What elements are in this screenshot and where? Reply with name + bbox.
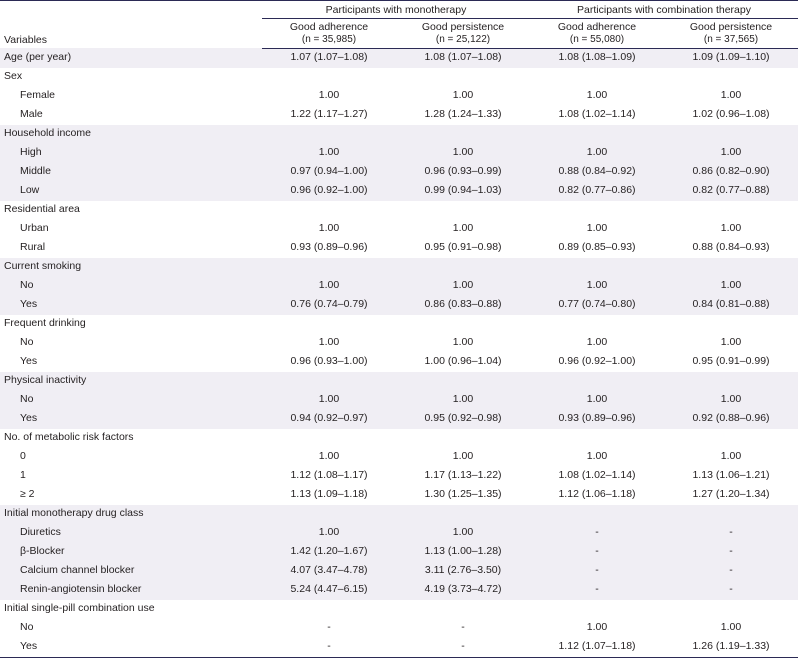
row-value: - bbox=[461, 621, 465, 634]
row-value: 1.00 bbox=[396, 524, 530, 543]
row-value bbox=[262, 600, 396, 619]
row-value bbox=[530, 201, 664, 220]
header-group-monotherapy: Participants with monotherapy bbox=[262, 1, 530, 19]
row-value: 1.00 bbox=[452, 336, 474, 349]
row-label: Age (per year) bbox=[0, 48, 262, 68]
table-row bbox=[0, 277, 798, 296]
row-value: 0.76 (0.74–0.79) bbox=[262, 296, 396, 315]
row-value: 1.00 bbox=[664, 144, 798, 163]
row-value bbox=[396, 201, 530, 220]
row-value bbox=[530, 372, 664, 391]
table-row bbox=[0, 372, 798, 391]
row-value: - bbox=[664, 562, 798, 581]
row-value: 1.00 bbox=[452, 450, 474, 463]
header-sub-label: Good adherence bbox=[557, 21, 637, 33]
row-value bbox=[262, 429, 396, 448]
row-sublabel: Yes bbox=[0, 296, 262, 315]
row-value bbox=[530, 429, 664, 448]
row-value bbox=[396, 315, 530, 334]
table-row bbox=[0, 448, 798, 467]
row-value bbox=[664, 258, 798, 277]
row-value: 0.93 (0.89–0.96) bbox=[290, 241, 368, 254]
row-sublabel: 0 bbox=[20, 450, 26, 463]
row-value: 4.19 (3.73–4.72) bbox=[396, 581, 530, 600]
row-value: 1.27 (1.20–1.34) bbox=[692, 488, 770, 501]
row-value bbox=[530, 600, 664, 619]
row-value: 0.88 (0.84–0.92) bbox=[530, 163, 664, 182]
row-value: 1.07 (1.07–1.08) bbox=[262, 48, 396, 68]
row-value: 1.12 (1.06–1.18) bbox=[558, 488, 636, 501]
row-value: 1.00 bbox=[318, 89, 340, 102]
row-value: 0.84 (0.81–0.88) bbox=[664, 296, 798, 315]
row-sublabel: No bbox=[20, 336, 34, 349]
row-value: - bbox=[327, 640, 331, 653]
row-value: 1.00 bbox=[318, 336, 340, 349]
row-value: 1.08 (1.07–1.08) bbox=[396, 48, 530, 68]
table-row bbox=[0, 391, 798, 410]
row-value: 1.00 bbox=[530, 144, 664, 163]
row-value: 1.30 (1.25–1.35) bbox=[424, 488, 502, 501]
row-sublabel: Yes bbox=[20, 355, 38, 368]
row-value: 0.82 (0.77–0.88) bbox=[664, 182, 798, 201]
header-sub-n: (n = 37,565) bbox=[703, 34, 759, 46]
row-value: 1.08 (1.08–1.09) bbox=[530, 48, 664, 68]
row-value: 1.00 bbox=[318, 450, 340, 463]
row-value: 0.96 (0.93–0.99) bbox=[396, 163, 530, 182]
row-label: Current smoking bbox=[0, 258, 262, 277]
table-row bbox=[0, 296, 798, 315]
row-value bbox=[530, 258, 664, 277]
header-sub-n: (n = 25,122) bbox=[435, 34, 491, 46]
table-row bbox=[0, 505, 798, 524]
row-value: - bbox=[327, 621, 331, 634]
row-value: - bbox=[664, 543, 798, 562]
row-label: Sex bbox=[4, 70, 23, 83]
row-value bbox=[262, 505, 396, 524]
table-row bbox=[0, 638, 798, 657]
row-label: Initial single-pill combination use bbox=[4, 602, 155, 615]
row-value: - bbox=[530, 524, 664, 543]
row-value: 0.89 (0.85–0.93) bbox=[558, 241, 636, 254]
row-value: 1.00 bbox=[586, 336, 608, 349]
row-value bbox=[530, 315, 664, 334]
row-value: 0.95 (0.91–0.99) bbox=[692, 355, 770, 368]
table-row bbox=[0, 220, 798, 239]
header-sub-comb-persistence bbox=[664, 19, 798, 49]
table-row bbox=[0, 68, 798, 87]
row-label: Physical inactivity bbox=[0, 372, 262, 391]
row-value: 1.00 bbox=[452, 222, 474, 235]
row-value: 1.08 (1.02–1.14) bbox=[558, 108, 636, 121]
table-footer bbox=[0, 657, 798, 658]
row-value: 0.77 (0.74–0.80) bbox=[530, 296, 664, 315]
table-row bbox=[0, 543, 798, 562]
header-sub-label: Good persistence bbox=[689, 21, 773, 33]
table-row bbox=[0, 353, 798, 372]
row-value: 4.07 (3.47–4.78) bbox=[262, 562, 396, 581]
row-value bbox=[664, 505, 798, 524]
row-value: 1.00 bbox=[262, 391, 396, 410]
row-value: 1.00 bbox=[720, 222, 742, 235]
row-value: 1.00 bbox=[720, 621, 742, 634]
row-value bbox=[262, 315, 396, 334]
row-sublabel: Middle bbox=[0, 163, 262, 182]
table-row bbox=[0, 163, 798, 182]
row-value: 3.11 (2.76–3.50) bbox=[396, 562, 530, 581]
row-value: 1.22 (1.17–1.27) bbox=[290, 108, 368, 121]
row-value bbox=[530, 505, 664, 524]
table-row bbox=[0, 581, 798, 600]
row-value: - bbox=[530, 562, 664, 581]
header-sub-label: Good adherence bbox=[289, 21, 369, 33]
header-sub-comb-adherence bbox=[530, 19, 664, 49]
row-value: 1.00 bbox=[720, 336, 742, 349]
table-row bbox=[0, 258, 798, 277]
table-row bbox=[0, 429, 798, 448]
table-row bbox=[0, 334, 798, 353]
row-label: Household income bbox=[0, 125, 262, 144]
table-row bbox=[0, 201, 798, 220]
row-value: 1.00 bbox=[262, 144, 396, 163]
row-value: 0.86 (0.83–0.88) bbox=[396, 296, 530, 315]
table-row bbox=[0, 562, 798, 581]
row-value bbox=[664, 68, 798, 87]
row-value: 1.00 bbox=[530, 391, 664, 410]
row-value: 0.93 (0.89–0.96) bbox=[530, 410, 664, 429]
row-value bbox=[262, 258, 396, 277]
row-sublabel: Diuretics bbox=[0, 524, 262, 543]
table-row bbox=[0, 106, 798, 125]
row-value: 1.13 (1.09–1.18) bbox=[290, 488, 368, 501]
table-body bbox=[0, 48, 798, 657]
table-bottom-rule bbox=[0, 657, 798, 658]
row-value: 1.00 bbox=[586, 621, 608, 634]
table-row bbox=[0, 87, 798, 106]
row-value bbox=[664, 600, 798, 619]
header-group-combination: Participants with combination therapy bbox=[530, 1, 798, 19]
rule-cell bbox=[664, 657, 798, 658]
row-value: 0.82 (0.77–0.86) bbox=[530, 182, 664, 201]
row-value bbox=[664, 429, 798, 448]
rule-cell bbox=[530, 657, 664, 658]
row-sublabel: Calcium channel blocker bbox=[0, 562, 262, 581]
row-value: 1.26 (1.19–1.33) bbox=[692, 640, 770, 653]
row-value: 1.09 (1.09–1.10) bbox=[664, 48, 798, 68]
row-value: 1.00 bbox=[396, 144, 530, 163]
row-sublabel: No bbox=[0, 391, 262, 410]
row-value: 1.00 bbox=[396, 391, 530, 410]
row-value bbox=[396, 125, 530, 144]
row-value: 1.13 (1.00–1.28) bbox=[396, 543, 530, 562]
row-value bbox=[664, 315, 798, 334]
row-sublabel: Renin-angiotensin blocker bbox=[0, 581, 262, 600]
row-value: - bbox=[461, 640, 465, 653]
row-value: 0.95 (0.91–0.98) bbox=[424, 241, 502, 254]
row-sublabel: Female bbox=[20, 89, 56, 102]
table-row bbox=[0, 125, 798, 144]
row-sublabel: β-Blocker bbox=[0, 543, 262, 562]
row-value bbox=[396, 505, 530, 524]
row-value: 0.97 (0.94–1.00) bbox=[262, 163, 396, 182]
row-value: 1.00 bbox=[586, 89, 608, 102]
table-row bbox=[0, 486, 798, 505]
rule-cell bbox=[262, 657, 396, 658]
row-value: 0.96 (0.93–1.00) bbox=[290, 355, 368, 368]
row-value: 1.00 bbox=[720, 89, 742, 102]
row-value: 0.86 (0.82–0.90) bbox=[664, 163, 798, 182]
table-row bbox=[0, 239, 798, 258]
row-value: - bbox=[664, 581, 798, 600]
row-sublabel: No bbox=[0, 277, 262, 296]
row-sublabel: ≥ 2 bbox=[20, 488, 35, 501]
row-value: 1.00 bbox=[720, 450, 742, 463]
row-sublabel: Low bbox=[0, 182, 262, 201]
row-value bbox=[664, 125, 798, 144]
header-sub-n: (n = 35,985) bbox=[301, 34, 357, 46]
row-value bbox=[396, 258, 530, 277]
row-sublabel: Male bbox=[20, 108, 43, 121]
table-row bbox=[0, 144, 798, 163]
table-row bbox=[0, 48, 798, 68]
row-value: 0.95 (0.92–0.98) bbox=[396, 410, 530, 429]
table-row bbox=[0, 182, 798, 201]
table-row bbox=[0, 315, 798, 334]
row-value bbox=[530, 68, 664, 87]
row-value: - bbox=[530, 581, 664, 600]
header-sub-mono-adherence bbox=[262, 19, 396, 49]
row-value: 0.96 (0.92–1.00) bbox=[558, 355, 636, 368]
row-label: Residential area bbox=[4, 203, 80, 216]
row-value: 1.42 (1.20–1.67) bbox=[262, 543, 396, 562]
row-value: 0.88 (0.84–0.93) bbox=[692, 241, 770, 254]
row-value: 1.00 bbox=[452, 89, 474, 102]
row-value: 1.00 bbox=[664, 391, 798, 410]
row-label: Frequent drinking bbox=[4, 317, 86, 330]
row-sublabel: Rural bbox=[20, 241, 46, 254]
row-value bbox=[396, 68, 530, 87]
row-sublabel: High bbox=[0, 144, 262, 163]
row-value: 1.00 bbox=[262, 277, 396, 296]
table-row bbox=[0, 600, 798, 619]
row-sublabel: No bbox=[20, 621, 34, 634]
row-sublabel: Urban bbox=[20, 222, 49, 235]
header-variables: Variables bbox=[0, 1, 262, 49]
header-sub-label: Good persistence bbox=[421, 21, 505, 33]
row-sublabel: Yes bbox=[20, 640, 38, 653]
row-value: 1.12 (1.07–1.18) bbox=[558, 640, 636, 653]
header-sub-n: (n = 55,080) bbox=[569, 34, 625, 46]
row-value: 1.28 (1.24–1.33) bbox=[424, 108, 502, 121]
table-header bbox=[0, 1, 798, 49]
row-value bbox=[262, 201, 396, 220]
row-value: 1.00 bbox=[262, 524, 396, 543]
row-value: 1.00 (0.96–1.04) bbox=[424, 355, 502, 368]
row-value: 0.96 (0.92–1.00) bbox=[262, 182, 396, 201]
row-label: No. of metabolic risk factors bbox=[4, 431, 134, 444]
row-value: 1.12 (1.08–1.17) bbox=[290, 469, 368, 482]
row-label: Initial monotherapy drug class bbox=[0, 505, 262, 524]
row-value: - bbox=[664, 524, 798, 543]
row-value: 1.00 bbox=[530, 277, 664, 296]
row-value: 0.99 (0.94–1.03) bbox=[396, 182, 530, 201]
table-row bbox=[0, 619, 798, 638]
row-value: 1.00 bbox=[586, 222, 608, 235]
row-value: 1.00 bbox=[586, 450, 608, 463]
row-value bbox=[262, 68, 396, 87]
header-group-row bbox=[0, 1, 798, 19]
row-value: 1.02 (0.96–1.08) bbox=[692, 108, 770, 121]
table-row bbox=[0, 467, 798, 486]
table-row bbox=[0, 410, 798, 429]
row-value bbox=[262, 125, 396, 144]
row-value bbox=[530, 125, 664, 144]
row-value bbox=[396, 429, 530, 448]
row-value bbox=[396, 600, 530, 619]
row-value: 1.08 (1.02–1.14) bbox=[558, 469, 636, 482]
row-value: 1.00 bbox=[664, 277, 798, 296]
row-value: - bbox=[530, 543, 664, 562]
row-value bbox=[396, 372, 530, 391]
row-value bbox=[262, 372, 396, 391]
rule-cell bbox=[396, 657, 530, 658]
header-sub-mono-persistence bbox=[396, 19, 530, 49]
row-value bbox=[664, 372, 798, 391]
row-value: 0.92 (0.88–0.96) bbox=[664, 410, 798, 429]
table-row bbox=[0, 524, 798, 543]
row-value: 0.94 (0.92–0.97) bbox=[262, 410, 396, 429]
row-sublabel: 1 bbox=[20, 469, 26, 482]
row-value: 1.13 (1.06–1.21) bbox=[692, 469, 770, 482]
row-value: 5.24 (4.47–6.15) bbox=[262, 581, 396, 600]
row-value: 1.00 bbox=[396, 277, 530, 296]
row-value bbox=[664, 201, 798, 220]
row-value: 1.17 (1.13–1.22) bbox=[424, 469, 502, 482]
rule-cell bbox=[0, 657, 262, 658]
row-sublabel: Yes bbox=[0, 410, 262, 429]
row-value: 1.00 bbox=[318, 222, 340, 235]
